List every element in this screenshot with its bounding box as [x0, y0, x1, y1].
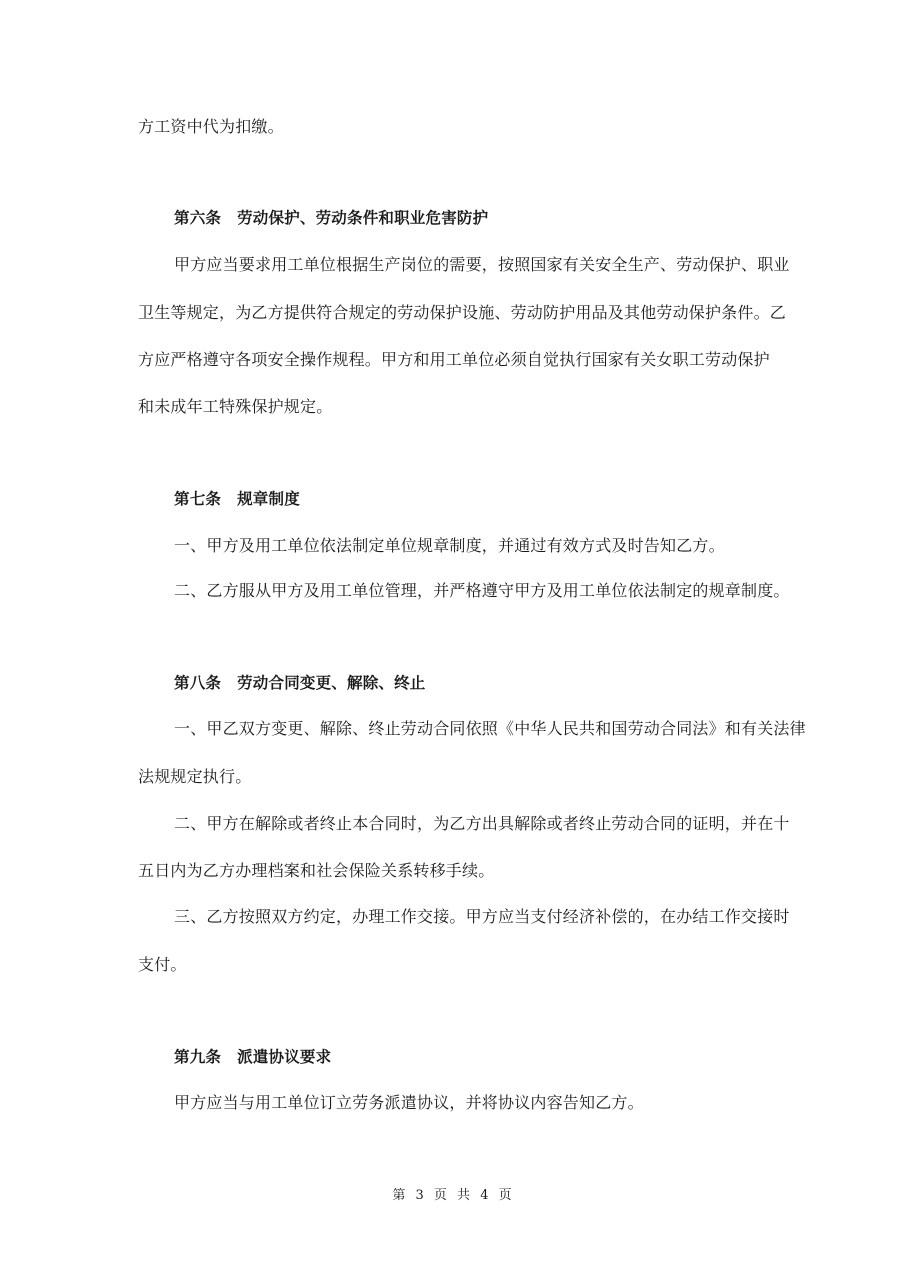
article-6-title: 劳动保护、劳动条件和职业危害防护 [237, 209, 489, 227]
article-7-line-1: 一、甲方及用工单位依法制定单位规章制度，并通过有效方式及时告知乙方。 [174, 536, 725, 555]
article-9-line-1: 甲方应当与用工单位订立劳务派遣协议，并将协议内容告知乙方。 [174, 1093, 644, 1112]
article-8-line-1: 一、甲乙双方变更、解除、终止劳动合同依照《中华人民共和国劳动合同法》和有关法律 [174, 719, 806, 738]
article-8-number: 第八条 [174, 674, 222, 692]
article-8-line-5: 三、乙方按照双方约定，办理工作交接。甲方应当支付经济补偿的，在办结工作交接时 [174, 907, 790, 926]
article-6-heading [174, 208, 814, 228]
article-8-line-4: 五日内为乙方办理档案和社会保险关系转移手续。 [138, 861, 495, 880]
continued-paragraph-line: 方工资中代为扣缴。 [138, 117, 284, 136]
article-6-line-4: 和未成年工特殊保护规定。 [138, 397, 333, 416]
article-8-line-6: 支付。 [138, 955, 187, 974]
page-footer: 第 3 页 共 4 页 [392, 1188, 513, 1203]
article-8-line-3: 二、甲方在解除或者终止本合同时，为乙方出具解除或者终止劳动合同的证明，并在十 [174, 814, 790, 833]
article-9-title: 派遣协议要求 [237, 1048, 332, 1066]
article-8-line-2: 法规规定执行。 [138, 767, 252, 786]
article-9-number: 第九条 [174, 1048, 222, 1066]
article-6-number: 第六条 [174, 209, 222, 227]
article-7-title: 规章制度 [237, 490, 300, 508]
article-6-line-3: 方应严格遵守各项安全操作规程。甲方和用工单位必须自觉执行国家有关女职工劳动保护 [138, 350, 770, 369]
article-7-line-2: 二、乙方服从甲方及用工单位管理，并严格遵守甲方及用工单位依法制定的规章制度。 [174, 581, 790, 600]
article-9-heading [174, 1047, 814, 1067]
article-6-line-1: 甲方应当要求用工单位根据生产岗位的需要，按照国家有关安全生产、劳动保护、职业 [174, 255, 790, 274]
article-6-line-2: 卫生等规定，为乙方提供符合规定的劳动保护设施、劳动防护用品及其他劳动保护条件。乙 [138, 303, 787, 322]
article-7-number: 第七条 [174, 490, 222, 508]
article-8-title: 劳动合同变更、解除、终止 [237, 674, 426, 692]
article-7-heading [174, 489, 814, 509]
article-8-heading [174, 673, 814, 693]
